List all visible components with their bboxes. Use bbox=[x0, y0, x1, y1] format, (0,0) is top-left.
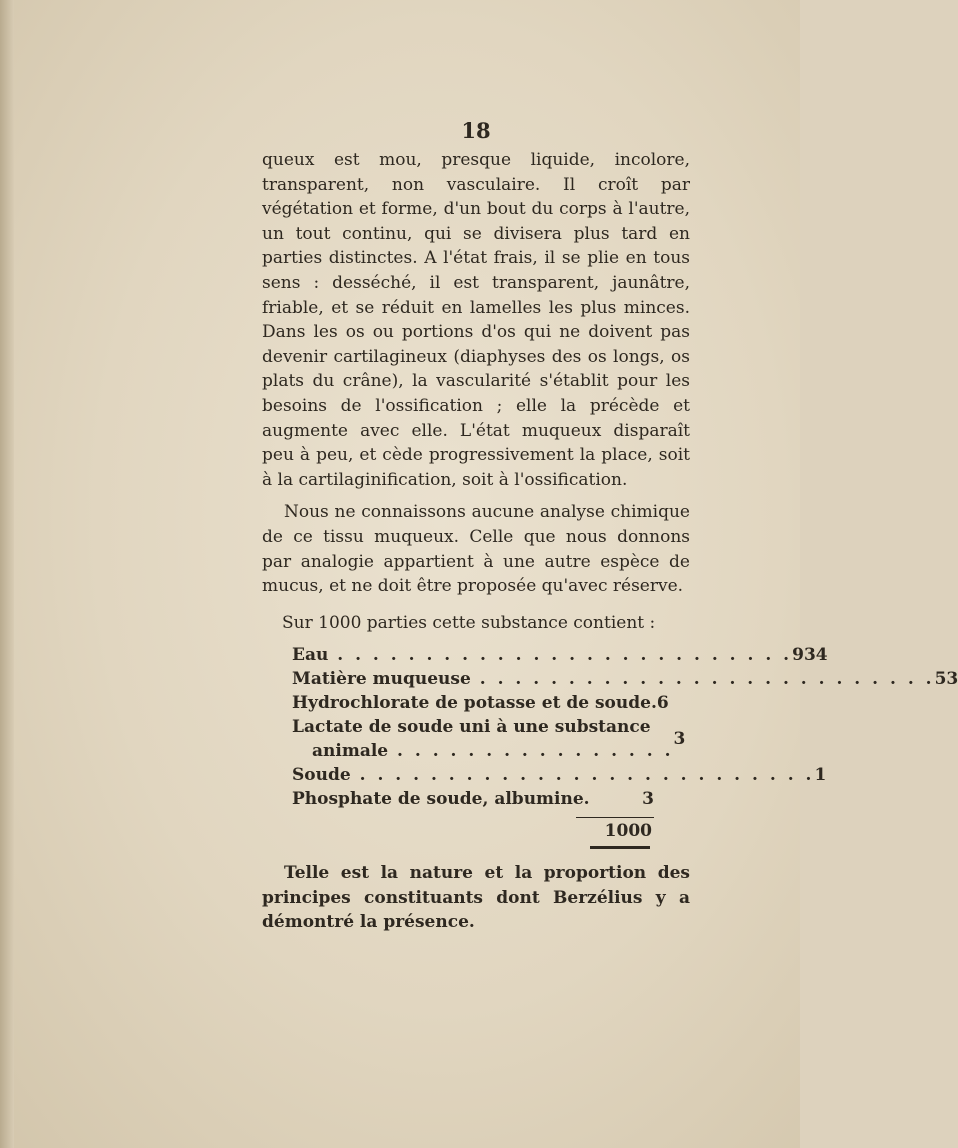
paragraph-analysis: Nous ne connaissons aucune analyse chimique de ce tissu muqueux. Celle que nous donnons par analogie appartient à une autre espèce de mucus, et ne doit être proposée qu'avec réserve. bbox=[262, 502, 690, 597]
page-edge bbox=[0, 0, 14, 1148]
row-label bbox=[292, 715, 674, 763]
row-value: 53 bbox=[934, 669, 958, 690]
paragraph-continuation: queux est mou, presque liquide, incolore, transparent, non vasculaire. Il croît par végétation et forme, d'un bout du corps à l'autre, un tout continu, qui se divisera plus tard en parties distinctes. A l'état frais, il se plie en tous sens : desséché, il est transparent, jaunâtre, friable, et se réduit en lamelles les plus minces. Dans les os ou portions d'os qui ne doivent pas devenir cartilagineux (diaphyses des os longs, os plats du crâne), la vascularité s'établit pour les besoins de l'ossification ; elle la précède et augmente avec elle. L'état muqueux disparaît peu à peu, et cède progressivement la place, soit à la cartilaginification, soit à l'ossification. bbox=[262, 150, 690, 490]
table-intro: Sur 1000 parties cette substance contient : bbox=[282, 612, 656, 633]
row-label-line2: animale . . . bbox=[292, 739, 674, 763]
total-value: 1000 bbox=[604, 821, 652, 842]
table-row bbox=[292, 643, 828, 667]
composition-table bbox=[292, 643, 958, 849]
row-value: 3 bbox=[673, 728, 686, 749]
row-value: 3 bbox=[642, 789, 654, 810]
table-row bbox=[292, 787, 654, 811]
row-label: Soude . . . bbox=[292, 763, 814, 788]
row-label: Eau . . . bbox=[292, 643, 792, 668]
row-label: Phosphate de soude, albumine. bbox=[292, 789, 590, 810]
row-label: Matière muqueuse . . . bbox=[292, 667, 935, 692]
page-number: 18 bbox=[461, 118, 491, 143]
row-label-line1: Lactate de soude uni à une substance bbox=[292, 717, 651, 738]
row-value: 6 bbox=[656, 693, 669, 714]
row-label: Hydrochlorate de potasse et de soude. bbox=[292, 693, 657, 714]
page-content bbox=[262, 118, 958, 935]
total-rule bbox=[590, 846, 650, 849]
row-value: 1 bbox=[814, 765, 827, 786]
table-row bbox=[292, 691, 669, 715]
closing-paragraph: Telle est la nature et la proportion des principes constituants dont Berzélius y a démontré la présence. bbox=[262, 863, 690, 933]
row-value: 934 bbox=[792, 645, 828, 666]
table-row bbox=[292, 667, 958, 691]
table-row bbox=[292, 715, 686, 763]
table-row bbox=[292, 763, 827, 787]
